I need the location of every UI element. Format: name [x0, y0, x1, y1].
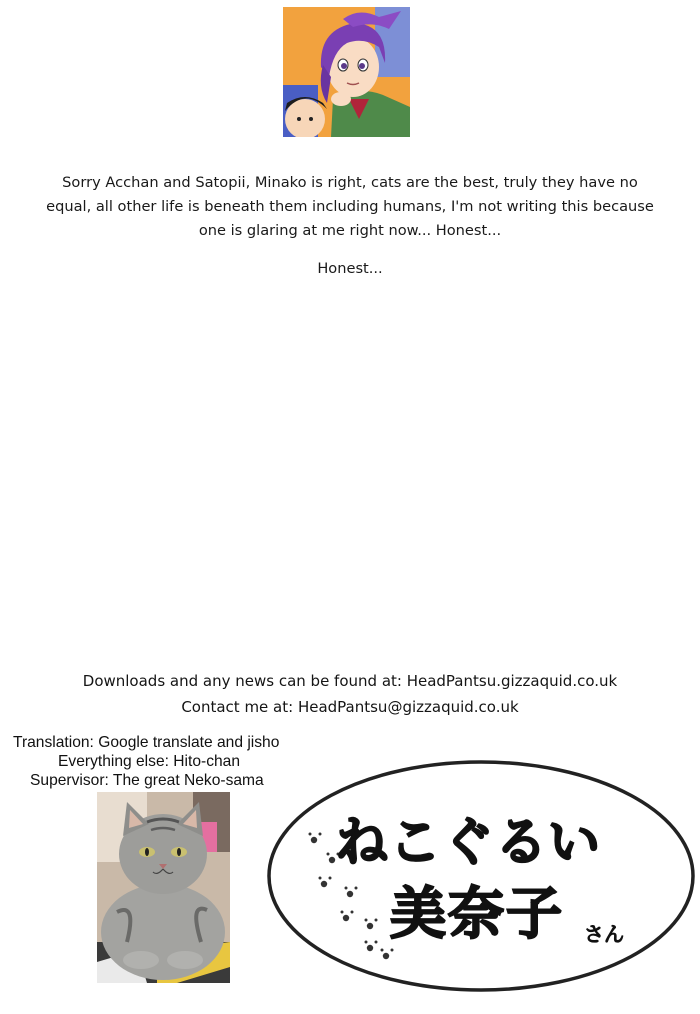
- title-logo: [266, 758, 696, 994]
- credit-translation: Translation: Google translate and jisho: [13, 734, 280, 751]
- contact-info: Contact me at: HeadPantsu@gizzaquid.co.uk: [181, 698, 519, 716]
- translator-note: Sorry Acchan and Satopii, Minako is right, cats are the best, truly they have no equal, all other life is beneath them including humans, I'm not writing this because one is glaring at me right now... Honest...: [46, 174, 654, 239]
- logo-title-line1: ねこぐるい: [336, 813, 602, 873]
- cat-photo: [97, 792, 230, 983]
- translator-note-honest: Honest...: [317, 260, 383, 277]
- downloads-info: Downloads and any news can be found at: HeadPantsu.gizzaquid.co.uk: [82, 672, 618, 690]
- credit-supervisor: Supervisor: The great Neko-sama: [30, 772, 264, 789]
- logo-title-line2: 美奈子: [390, 882, 564, 947]
- anime-character-image: [283, 7, 410, 137]
- logo-title-suffix: さん: [584, 922, 624, 946]
- credit-everything-else: Everything else: Hito-chan: [58, 753, 241, 770]
